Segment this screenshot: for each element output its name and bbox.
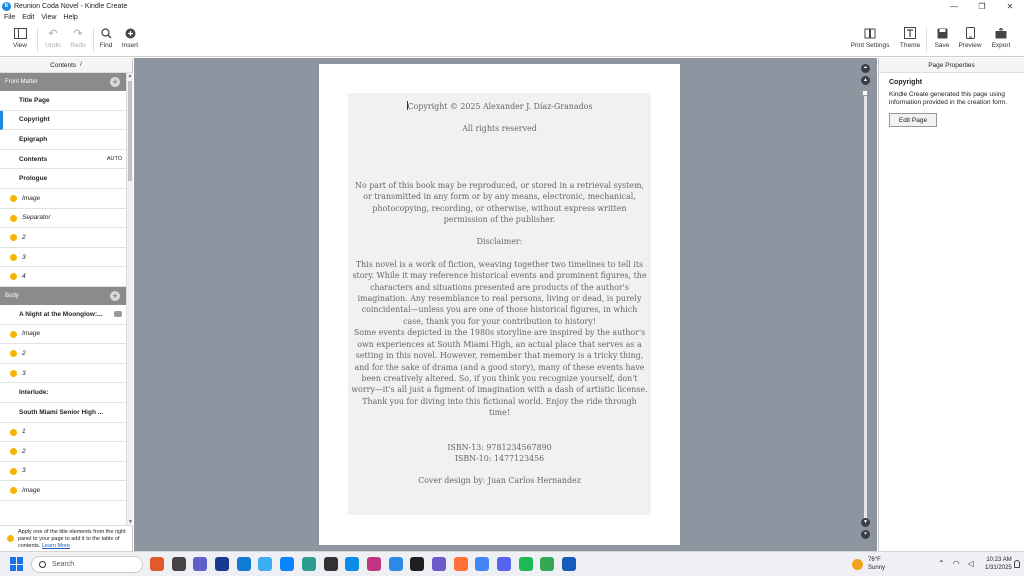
toc-item[interactable]: [0, 267, 126, 287]
first-page-icon[interactable]: ⏶: [861, 64, 870, 73]
page-type-title: Copyright: [889, 79, 923, 86]
view-panel-icon: [13, 26, 27, 40]
clock-time: 10:23 AM: [986, 557, 1012, 563]
element-dot-icon: [10, 215, 17, 222]
isbn-10[interactable]: ISBN-10: 1477123456: [454, 453, 545, 463]
toc-item[interactable]: [0, 325, 126, 345]
section-front-matter[interactable]: Front Matter +: [0, 73, 126, 91]
taskbar-app-icon[interactable]: [237, 557, 251, 571]
notification-bell-icon[interactable]: [1014, 560, 1020, 568]
toc-item-label: Separator: [22, 214, 51, 222]
wifi-icon[interactable]: ◠: [952, 559, 960, 568]
editor-canvas: [134, 58, 877, 551]
taskbar-app-icon[interactable]: [519, 557, 533, 571]
taskbar-app-icons: [150, 557, 584, 571]
preview-button[interactable]: Preview: [957, 26, 983, 49]
taskbar-app-icon[interactable]: [389, 557, 403, 571]
menu-help[interactable]: Help: [63, 13, 78, 21]
previous-page-icon[interactable]: ▲: [861, 76, 870, 85]
add-body-icon[interactable]: +: [110, 291, 120, 301]
taskbar: [0, 551, 1024, 576]
disclaimer-paragraph-2[interactable]: Some events depicted in the 1980s storyline are inspired by the author's own experiences at South Miami High, an actual place that serves as a setting in this novel. However, remember that memory is a tricky thing, and for the sake of drama (and a good story), many of these events have been creatively altered. So, if you think you recognize yourself, don't worry—it's all just a figment of imagination with a dash of artistic license.: [351, 328, 648, 395]
toc-item-label: Image: [22, 194, 41, 202]
toc-item-label: Image: [22, 330, 41, 338]
speaker-icon[interactable]: ◁: [967, 559, 974, 568]
section-body[interactable]: Body +: [0, 287, 126, 305]
weather-widget[interactable]: [852, 556, 885, 572]
toc-item[interactable]: [0, 130, 126, 150]
element-dot-icon: [10, 487, 17, 494]
weather-temperature: 76°F: [868, 557, 881, 563]
kindle-create-app-icon: k: [2, 2, 11, 11]
element-dot-icon: [10, 195, 17, 202]
toc-item[interactable]: [0, 423, 126, 443]
page-scrollbar: [861, 64, 869, 545]
show-hidden-icons[interactable]: ⌃: [938, 559, 945, 568]
menu-file[interactable]: File: [4, 13, 16, 21]
taskbar-app-icon[interactable]: [215, 557, 229, 571]
toc-item-label: Image: [22, 487, 41, 495]
toc-item-label: A Night at the Moonglow:...: [19, 310, 103, 318]
redo-icon: ↷: [73, 27, 83, 40]
toc-item-label: 1: [22, 428, 26, 436]
toc-item[interactable]: [0, 481, 126, 501]
isbn-13[interactable]: ISBN-13: 9781234567890: [447, 442, 552, 452]
toc-item[interactable]: [0, 228, 126, 248]
save-icon: [935, 26, 949, 40]
taskbar-app-icon[interactable]: [193, 557, 207, 571]
front-matter-list: [0, 91, 126, 287]
menu-view[interactable]: View: [41, 13, 57, 21]
toc-item-label: Title Page: [19, 96, 50, 104]
toc-item-label: Epigraph: [19, 135, 48, 143]
page-properties-header: Page Properties: [879, 58, 1024, 73]
toc-item[interactable]: [0, 305, 126, 325]
toc-item[interactable]: [0, 150, 126, 170]
disclaimer-heading[interactable]: Disclaimer:: [476, 237, 523, 247]
toc-item[interactable]: [0, 189, 126, 209]
cover-credit[interactable]: Cover design by: Juan Carlos Hernandez: [418, 476, 581, 486]
toc-item[interactable]: [0, 403, 126, 423]
page-scroll-thumb[interactable]: [862, 90, 868, 96]
edit-page-button[interactable]: Edit Page: [889, 113, 937, 127]
edit-contents-icon[interactable]: /: [80, 62, 82, 68]
clock[interactable]: [985, 556, 1012, 572]
export-button[interactable]: Export: [988, 26, 1014, 49]
copyright-page-content[interactable]: [348, 93, 651, 515]
toc-item-label: South Miami Senior High ...: [19, 408, 104, 416]
undo-icon: ↶: [48, 27, 58, 40]
contents-panel: [0, 58, 133, 551]
taskbar-app-icon[interactable]: [302, 557, 316, 571]
element-dot-icon: [10, 234, 17, 241]
windows-start-button[interactable]: [10, 557, 24, 571]
toolbar-divider: [926, 28, 927, 52]
toc-item[interactable]: [0, 248, 126, 268]
taskbar-app-icon[interactable]: [454, 557, 468, 571]
learn-more-link[interactable]: Learn More: [41, 543, 70, 549]
plus-circle-icon: [123, 26, 137, 40]
element-dot-icon: [10, 370, 17, 377]
taskbar-search[interactable]: Search: [31, 556, 143, 573]
save-button[interactable]: Save: [929, 26, 955, 49]
toc-item-label: 3: [22, 253, 26, 261]
element-dot-icon: [10, 429, 17, 436]
view-button[interactable]: View: [7, 26, 33, 49]
scroll-up-icon[interactable]: ▲: [127, 73, 133, 79]
insert-button[interactable]: Insert: [117, 26, 143, 49]
window-title: Reunion Coda Novel - Kindle Create: [14, 2, 128, 10]
toc-item[interactable]: [0, 91, 126, 111]
toc-item-label: 3: [22, 369, 26, 377]
page-scroll-track[interactable]: [864, 94, 867, 518]
toc-item[interactable]: [0, 209, 126, 229]
restore-button[interactable]: ❐: [978, 1, 986, 11]
taskbar-app-icon[interactable]: [150, 557, 164, 571]
toc-item[interactable]: [0, 111, 126, 131]
add-front-matter-icon[interactable]: +: [110, 77, 120, 87]
scroll-bottom-buttons: [861, 518, 870, 542]
element-dot-icon: [10, 331, 17, 338]
element-dot-icon: [10, 273, 17, 280]
toolbar: [0, 22, 1024, 57]
thanks-line[interactable]: Thank you for diving into this fictional world. Enjoy the ride through time!: [362, 396, 637, 418]
copyright-line[interactable]: Copyright © 2025 Alexander J. Díaz-Granados: [407, 102, 593, 111]
taskbar-app-icon[interactable]: [540, 557, 554, 571]
toc-item-label: 4: [22, 273, 26, 281]
taskbar-app-icon[interactable]: [345, 557, 359, 571]
title-bar: [0, 0, 1024, 12]
toc-item-label: Copyright: [19, 116, 50, 124]
minimize-button[interactable]: —: [950, 1, 958, 11]
close-button[interactable]: ✕: [1006, 1, 1014, 11]
toc-item-label: Prologue: [19, 175, 48, 183]
tablet-icon: [963, 26, 977, 40]
taskbar-app-icon[interactable]: [324, 557, 338, 571]
toolbar-divider: [37, 28, 38, 52]
page-description: Kindle Create generated this page using information provided in the creation form.: [889, 91, 1008, 106]
book-page: [319, 64, 680, 545]
export-icon: [994, 26, 1008, 40]
reproduction-notice[interactable]: No part of this book may be reproduced, or stored in a retrieval system, or transmitted in any form or by any means, electronic, mechanical, photocopying, recording, or otherwise, without express written permission of the publisher.: [355, 180, 644, 225]
taskbar-app-icon[interactable]: [367, 557, 381, 571]
theme-button[interactable]: Theme: [897, 26, 923, 49]
taskbar-app-icon[interactable]: [410, 557, 424, 571]
taskbar-app-icon[interactable]: [432, 557, 446, 571]
element-dot-icon: [10, 254, 17, 261]
window-controls: [940, 0, 1024, 12]
toc-item[interactable]: [0, 383, 126, 403]
theme-text-icon: [903, 26, 917, 40]
toc-item-label: 2: [22, 233, 26, 241]
book-icon: [863, 26, 877, 40]
scroll-down-icon[interactable]: ▼: [128, 519, 133, 525]
next-page-icon[interactable]: ▼: [861, 518, 870, 527]
toc-item[interactable]: [0, 364, 126, 384]
page-properties-panel: [878, 58, 1024, 551]
last-page-icon[interactable]: ⏷: [861, 530, 870, 539]
element-dot-icon: [10, 448, 17, 455]
search-icon: [99, 26, 113, 40]
toc-item-label: Interlude:: [19, 389, 49, 397]
disclaimer-paragraph-1[interactable]: This novel is a work of fiction, weaving together two timelines to tell its story. While it may reference historical events and prominent figures, the characters and situations presented are products of the author's imagination. Any resemblance to real persons, living or dead, is purely coincidental—unless you are one of those historical figures, in which case, thank you for your contribution to history!: [352, 259, 647, 326]
hint-dot-icon: [7, 535, 14, 542]
chapter-options-icon[interactable]: [114, 311, 122, 317]
table-of-contents: [0, 73, 126, 525]
auto-badge: AUTO: [106, 156, 122, 163]
taskbar-app-icon[interactable]: [172, 557, 186, 571]
contents-header: Contents /: [0, 58, 132, 73]
undo-button[interactable]: ↶ Undo: [45, 27, 61, 49]
print-settings-button[interactable]: Print Settings: [857, 26, 883, 49]
taskbar-app-icon[interactable]: [497, 557, 511, 571]
contents-hint: Apply one of the title elements from the right panel to your page to add it to the table of contents. Learn More: [0, 525, 133, 551]
search-icon: [39, 561, 46, 568]
system-tray: [938, 559, 982, 568]
clock-date: 1/31/2025: [985, 565, 1012, 571]
menu-bar: [0, 12, 1024, 22]
toc-item-label: 2: [22, 349, 26, 357]
toc-item-label: Contents: [19, 155, 48, 163]
toc-item-label: 2: [22, 447, 26, 455]
contents-scrollbar[interactable]: [126, 73, 133, 525]
element-dot-icon: [10, 468, 17, 475]
rights-line[interactable]: All rights reserved: [462, 124, 537, 134]
taskbar-app-icon[interactable]: [280, 557, 294, 571]
toc-item-label: 3: [22, 467, 26, 475]
toc-item[interactable]: [0, 442, 126, 462]
toc-item[interactable]: [0, 462, 126, 482]
taskbar-app-icon[interactable]: [475, 557, 489, 571]
sun-icon: [852, 559, 863, 570]
element-dot-icon: [10, 350, 17, 357]
find-button[interactable]: Find: [93, 26, 119, 49]
redo-button[interactable]: ↷ Redo: [70, 27, 86, 49]
menu-edit[interactable]: Edit: [22, 13, 35, 21]
weather-condition: Sunny: [868, 565, 886, 571]
body-list: [0, 305, 126, 501]
taskbar-app-icon[interactable]: [258, 557, 272, 571]
toc-item[interactable]: [0, 344, 126, 364]
scrollbar-thumb[interactable]: [128, 81, 132, 181]
taskbar-app-icon[interactable]: [562, 557, 576, 571]
toc-item[interactable]: [0, 169, 126, 189]
